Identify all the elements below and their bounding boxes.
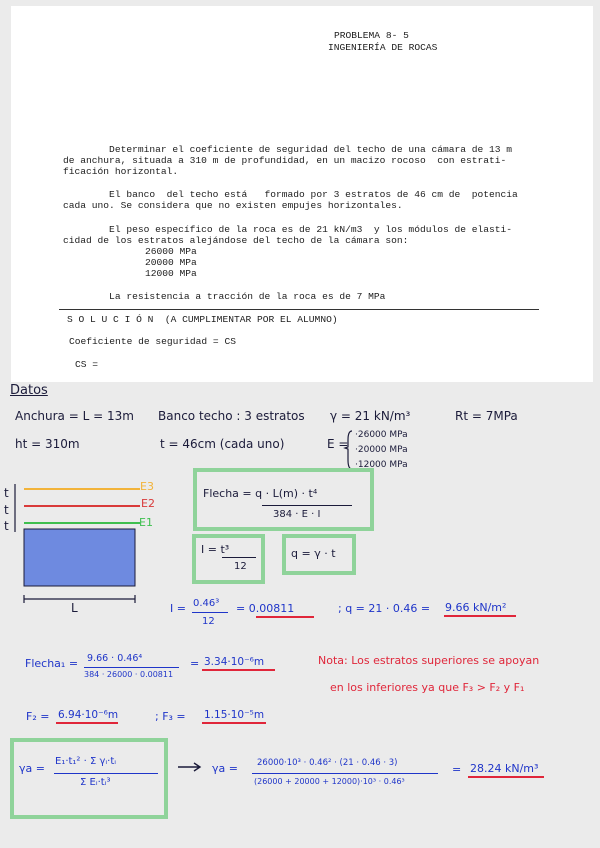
e1-value: ·26000 MPa <box>355 430 408 440</box>
t-data: t = 46cm (cada uno) <box>160 437 285 451</box>
modulus-value: 20000 MPa <box>145 257 197 268</box>
q-calc: ; q = 21 · 0.46 = <box>338 602 431 615</box>
width-label: L <box>71 601 78 615</box>
e3-value: ·12000 MPa <box>355 460 408 470</box>
modulus-value: 12000 MPa <box>145 268 197 279</box>
inertia-formula-num: I = t³ <box>201 543 230 556</box>
inertia-calc-den: 12 <box>202 616 215 627</box>
gamma-data: γ = 21 kN/m³ <box>330 409 411 423</box>
anchura-data: Anchura = L = 13m <box>15 409 134 423</box>
flecha1-den: 384 · 26000 · 0.00811 <box>84 670 174 679</box>
e2-label: E2 <box>141 497 155 510</box>
flecha-formula-num: Flecha = q · L(m) · t⁴ <box>203 487 318 500</box>
statement-line: El peso específico de la roca es de 21 kN/m3 y los módulos de elasti- <box>63 224 513 235</box>
solution-header: S O L U C I Ó N (A CUMPLIMENTAR POR EL ALUMNO) <box>67 314 338 325</box>
gamma-a-calc-den: (26000 + 20000 + 12000)·10³ · 0.46³ <box>254 777 405 786</box>
e3-label: E3 <box>140 480 154 493</box>
inertia-formula-den: 12 <box>234 561 247 572</box>
gamma-a-calc-eq: = <box>452 763 462 776</box>
ht-data: ht = 310m <box>15 437 80 451</box>
datos-heading: Datos <box>10 383 48 398</box>
t-label: t <box>4 519 9 533</box>
statement-line: cada uno. Se considera que no existen empujes horizontales. <box>63 200 403 211</box>
statement-line: cidad de los estratos alejándose del techo de la cámara son: <box>63 235 409 246</box>
inertia-calc-num: 0.46³ <box>193 598 220 609</box>
inertia-calc-lhs: I = <box>170 602 186 615</box>
flecha1-num: 9.66 · 0.46⁴ <box>87 653 143 664</box>
gamma-a-formula-num: E₁·t₁² · Σ γᵢ·tᵢ <box>55 756 117 767</box>
inertia-formula-box <box>192 534 265 584</box>
problem-subject: INGENIERÍA DE ROCAS <box>328 42 438 53</box>
t-label: t <box>4 503 9 517</box>
statement-line: El banco del techo está formado por 3 estratos de 46 cm de potencia <box>63 189 518 200</box>
statement-line: La resistencia a tracción de la roca es de 7 MPa <box>63 291 386 302</box>
problem-title: PROBLEMA 8- 5 <box>334 30 409 41</box>
flecha1-eq: = <box>190 657 200 670</box>
cs-definition: Coeficiente de seguridad = CS <box>69 336 236 347</box>
arrow-icon <box>178 763 200 771</box>
f3-lhs: ; F₃ = <box>155 710 186 723</box>
gamma-a-formula-lhs: γa = <box>19 762 45 775</box>
f2-value: 6.94·10⁻⁶m <box>58 709 119 721</box>
note-line: Nota: Los estratos superiores se apoyan <box>318 654 540 667</box>
e2-value: ·20000 MPa <box>355 445 408 455</box>
f2-lhs: F₂ = <box>26 710 50 723</box>
gamma-a-calc-result: 28.24 kN/m³ <box>470 762 539 775</box>
banco-data: Banco techo : 3 estratos <box>158 409 305 423</box>
q-calc-result: 9.66 kN/m² <box>445 601 507 614</box>
rt-data: Rt = 7MPa <box>455 409 518 423</box>
t-label: t <box>4 486 9 500</box>
statement-line: Determinar el coeficiente de seguridad del techo de una cámara de 13 m <box>63 144 513 155</box>
e1-label: E1 <box>139 516 153 529</box>
flecha-formula-den: 384 · E · I <box>273 509 321 520</box>
e-brace <box>345 431 352 469</box>
cs-answer-blank: CS = <box>75 359 99 370</box>
statement-line: ficación horizontal. <box>63 166 179 177</box>
e-label: E = <box>327 437 349 451</box>
statement-line: de anchura, situada a 310 m de profundidad, en un macizo rocoso con estrati- <box>63 155 507 166</box>
gamma-a-calc-num: 26000·10³ · 0.46² · (21 · 0.46 · 3) <box>257 758 398 768</box>
gamma-a-formula-den: Σ Eᵢ·tᵢ³ <box>80 777 111 788</box>
f3-value: 1.15·10⁻⁵m <box>204 709 265 721</box>
flecha1-lhs: Flecha₁ = <box>25 657 79 670</box>
gamma-a-calc-lhs: γa = <box>212 762 238 775</box>
inertia-calc-result: = 0.00811 <box>236 602 295 615</box>
q-formula: q = γ · t <box>291 547 336 560</box>
note-line: en los inferiores ya que F₃ > F₂ y F₁ <box>330 681 525 694</box>
modulus-value: 26000 MPa <box>145 246 197 257</box>
chamber-rect <box>24 529 135 586</box>
flecha1-result: 3.34·10⁻⁶m <box>204 656 265 668</box>
